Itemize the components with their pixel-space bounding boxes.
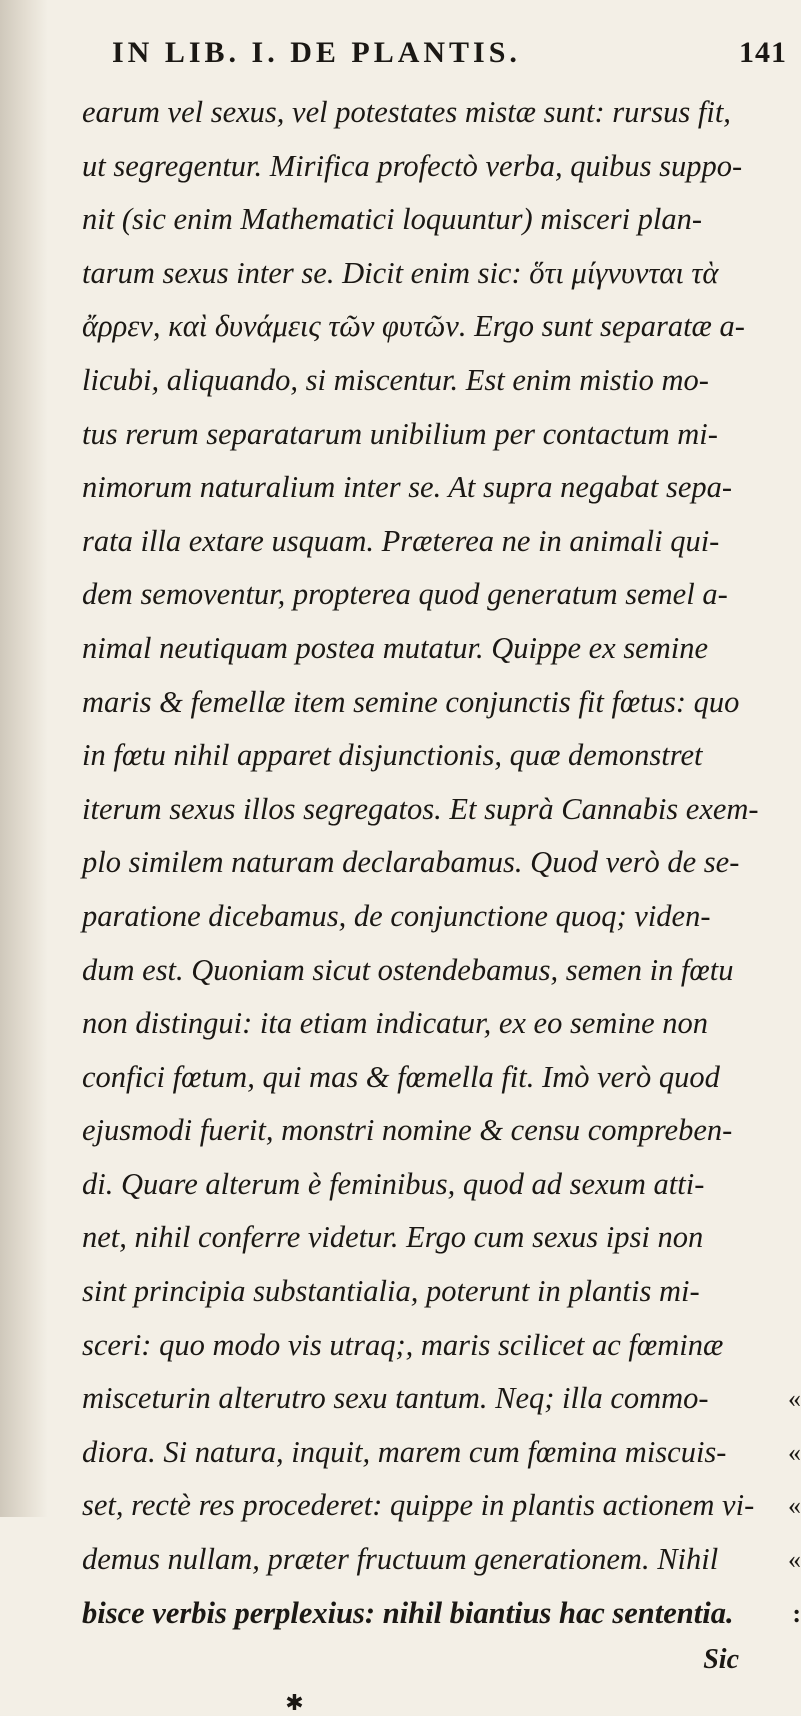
text-line: misceturin alterutro sexu tantum. Neq; illa commo- «	[82, 1372, 787, 1426]
text-line: sint principia substantialia, poterunt in plantis mi-	[82, 1274, 700, 1309]
text-line: tus rerum separatarum unibilium per contactum mi-	[82, 416, 718, 451]
quotation-mark: «	[788, 1491, 801, 1521]
text-line: paratione dicebamus, de conjunctione quoq; viden-	[82, 898, 711, 933]
running-title: IN LIB. I. DE PLANTIS.	[112, 36, 521, 69]
text-line: demus nullam, præter fructuum generationem. Nihil «	[82, 1533, 787, 1587]
text-line: plo similem naturam declarabamus. Quod verò de se-	[82, 845, 740, 880]
text-line: non distingui: ita etiam indicatur, ex eo semine non	[82, 1006, 709, 1041]
binding-gutter	[0, 0, 48, 1517]
text-line: ἄρρεν, καὶ δυνάμεις τῶν φυτῶν. Ergo sunt separatæ a-	[82, 309, 745, 344]
catchword: Sic	[703, 1644, 739, 1676]
text-line: confici fœtum, qui mas & fœmella fit. Imò verò quod	[82, 1059, 720, 1094]
text-line: net, nihil conferre videtur. Ergo cum sexus ipsi non	[82, 1220, 704, 1255]
text-line: maris & femellæ item semine conjunctis fit fœtus: quo	[82, 684, 740, 719]
text-line: in fœtu nihil apparet disjunctionis, quæ demonstret	[82, 738, 703, 773]
body-text	[82, 86, 801, 1640]
text-line: iterum sexus illos segregatos. Et suprà Cannabis exem-	[82, 791, 759, 826]
text-line: dem semoventur, propterea quod generatum semel a-	[82, 577, 728, 612]
text-line: sceri: quo modo vis utraq;, maris scilicet ac fœminæ	[82, 1327, 724, 1362]
book-page	[82, 30, 801, 1716]
quotation-mark: «	[788, 1545, 801, 1575]
page-number: 141	[739, 36, 787, 69]
text-line: diora. Si natura, inquit, marem cum fœmina miscuis- «	[82, 1426, 787, 1480]
text-line: dum est. Quoniam sicut ostendebamus, semen in fœtu	[82, 952, 734, 987]
text-line: licubi, aliquando, si miscentur. Est enim mistio mo-	[82, 362, 709, 397]
text-line: nimal neutiquam postea mutatur. Quippe ex semine	[82, 630, 709, 665]
quotation-mark: «	[788, 1437, 801, 1467]
text-line: nimorum naturalium inter se. At supra negabat sepa-	[82, 470, 733, 505]
margin-mark: :	[792, 1598, 801, 1628]
text-line: di. Quare alterum è feminibus, quod ad sexum atti-	[82, 1166, 705, 1201]
text-line: ejusmodi fuerit, monstri nomine & censu compreben-	[82, 1113, 733, 1148]
quotation-mark: «	[788, 1384, 801, 1414]
running-head	[82, 30, 787, 80]
text-line: rata illa extare usquam. Præterea ne in animali qui-	[82, 523, 720, 558]
text-line: bisce verbis perplexius: nihil biantius hac sententia. :	[82, 1587, 787, 1641]
text-line: ut segregentur. Mirifica profectò verba, quibus suppo-	[82, 148, 743, 183]
text-line: tarum sexus inter se. Dicit enim sic: ὅτι μίγνυνται τὰ	[82, 255, 719, 290]
text-line: set, rectè res procederet: quippe in plantis actionem vi- «	[82, 1479, 787, 1533]
text-line: nit (sic enim Mathematici loquuntur) misceri plan-	[82, 202, 703, 237]
text-line: earum vel sexus, vel potestates mistæ sunt: rursus fit,	[82, 95, 731, 129]
asterisk-ornament-icon: ✱	[285, 1690, 304, 1716]
